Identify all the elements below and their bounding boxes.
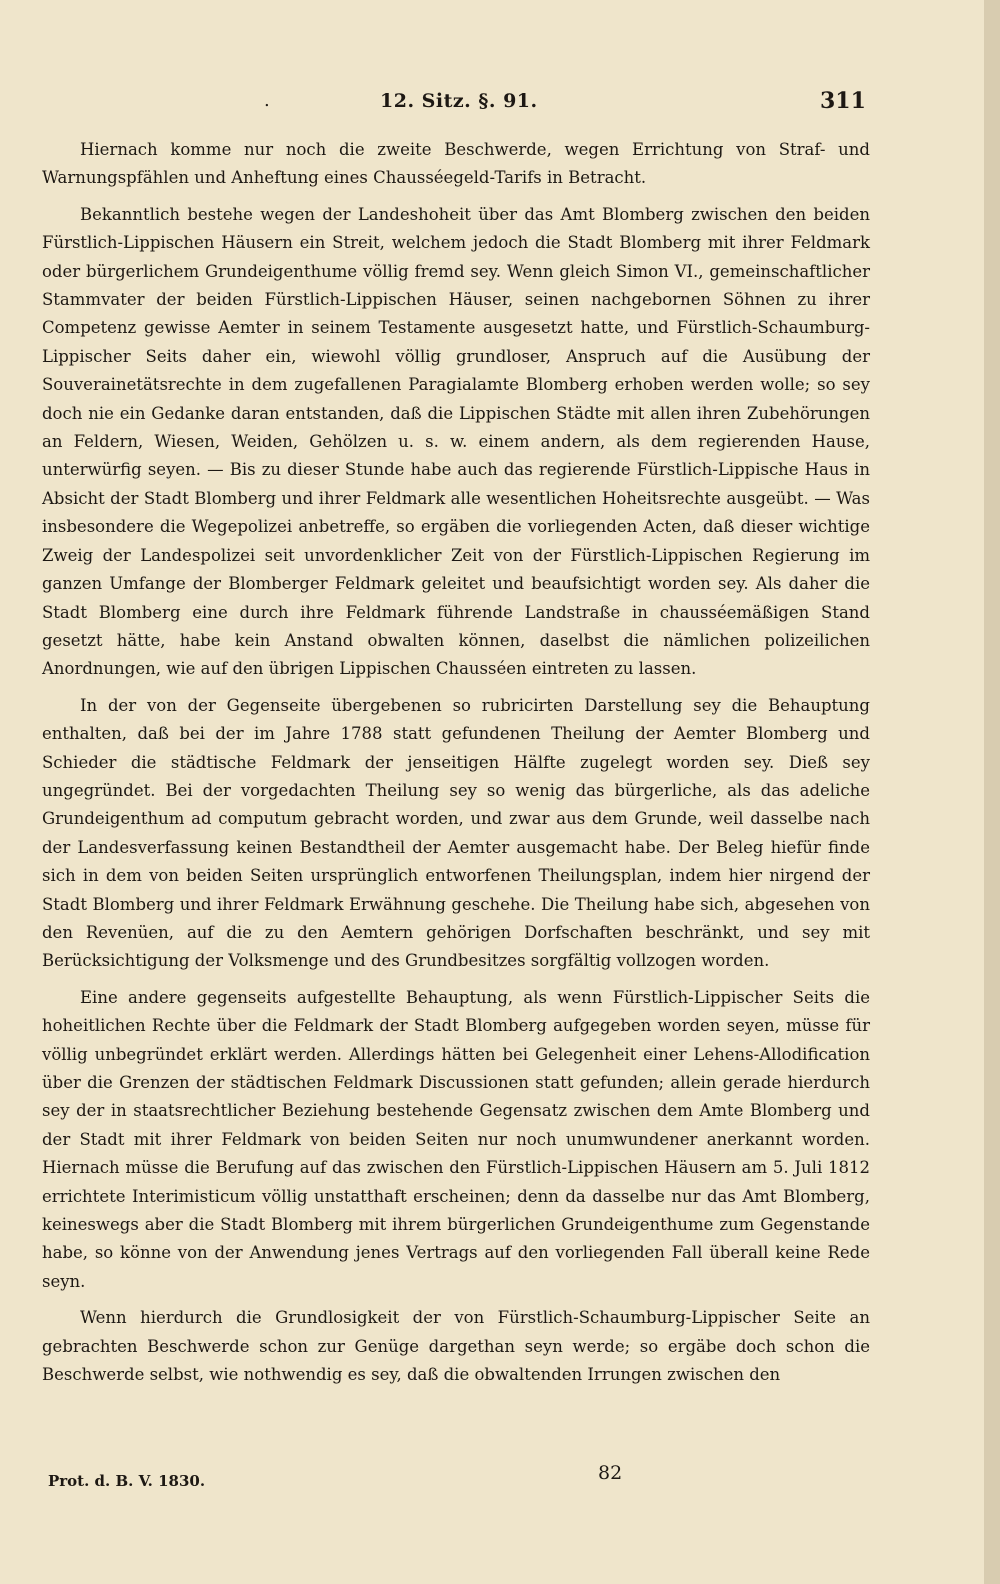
paragraph-3: In der von der Gegenseite übergebenen so rubricirten Darstellung sey die Behauptung enthalten, daß bei der im Jahre 1788 statt gefundenen Theilung der Aemter Blomberg und Schieder die städtische Feldmark der jenseitigen Hälfte zugelegt worden sey. Dieß sey ungegründet. Bei der vorgedachten Theilung sey so wenig das bürgerliche, als das adeliche Grundeigenthum ad computum gebracht worden, und zwar aus dem Grunde, weil dasselbe nach der Landesverfassung keinen Bestandtheil der Aemter ausgemacht habe. Der Beleg hiefür finde sich in dem von beiden Seiten ursprünglich entworfenen Theilungsplan, indem hier nirgend der Stadt Blomberg und ihrer Feldmark Erwähnung geschehe. Die Theilung habe sich, abgesehen von den Revenüen, auf die zu den Aemtern gehörigen Dorfschaften beschränkt, und sey mit Berücksichtigung der Volksmenge und des Grundbesitzes sorgfältig vollzogen worden. — [42, 695, 870, 971]
paragraph-1: Hiernach komme nur noch die zweite Beschwerde, wegen Errichtung von Straf- und Warnungspfählen und Anheftung eines Chausséegeld-Tarifs in Betracht. — [42, 140, 870, 188]
sheet-number: 82 — [598, 1462, 623, 1484]
body-text — [42, 136, 870, 1397]
page-footer — [0, 1462, 1000, 1492]
paragraph-5: Wenn hierdurch die Grundlosigkeit der von Fürstlich-Schaumburg-Lippischer Seite an gebrachten Beschwerde schon zur Genüge dargethan seyn werde; so ergäbe doch schon die Beschwerde selbst, wie nothwendig es sey, daß die obwaltenden Irrungen zwischen den — [42, 1308, 870, 1385]
footer-signature: Prot. d. B. V. 1830. — [48, 1472, 206, 1490]
paragraph-4: Eine andere gegenseits aufgestellte Behauptung, als wenn Fürstlich-Lippischer Seits die hoheitlichen Rechte über die Feldmark der Stadt Blomberg aufgegeben worden seyen, müsse für völlig unbegründet erklärt werden. Allerdings hätten bei Gelegenheit einer Lehens-Allodification über die Grenzen der städtischen Feldmark Discussionen statt gefunden; allein gerade hierdurch sey der in staatsrechtlicher Beziehung bestehende Gegensatz zwischen dem Amte Blomberg und der Stadt mit ihrer Feldmark von beiden Seiten nur noch unumwundener anerkannt worden. Hiernach müsse die Berufung auf das zwischen den Fürstlich-Lippischen Häusern am 5. Juli 1812 errichtete Interimisticum völlig unstatthaft erscheinen; denn da dasselbe nur das Amt Blomberg, keineswegs aber die Stadt Blomberg mit ihrem bürgerlichen Grundeigenthume zum Gegenstande habe, so könne von der Anwendung jenes Vertrags auf den vorliegenden Fall überall keine Rede seyn. — [42, 987, 870, 1291]
page-number: 311 — [820, 88, 866, 114]
header-mark: . — [264, 90, 270, 111]
paragraph-2: Bekanntlich bestehe wegen der Landeshoheit über das Amt Blomberg zwischen den beiden Fürstlich-Lippischen Häusern ein Streit, welchem jedoch die Stadt Blomberg mit ihrer Feldmark oder bürgerlichem Grundeigenthume völlig fremd sey. Wenn gleich Simon VI., gemeinschaftlicher Stammvater der beiden Fürstlich-Lippischen Häuser, seinen nachgebornen Söhnen zu ihrer Competenz gewisse Aemter in seinem Testamente ausgesetzt hatte, und Fürstlich-Schaumburg-Lippischer Seits daher ein, wiewohl völlig grundloser, Anspruch auf die Ausübung der Souverainetätsrechte in dem zugefallenen Paragialamte Blomberg erhoben werden wolle; so sey doch nie ein Gedanke daran entstanden, daß die Lippischen Städte mit allen ihren Zubehörungen an Feldern, Wiesen, Weiden, Gehölzen u. s. w. einem andern, als dem regierenden Hause, unterwürfig seyen. — Bis zu dieser Stunde habe auch das regierende Fürstlich-Lippische Haus in Absicht der Stadt Blomberg und ihrer Feldmark alle wesentlichen Hoheitsrechte ausgeübt. — Was insbesondere die Wegepolizei anbetreffe, so ergäben die vorliegenden Acten, daß dieser wichtige Zweig der Landespolizei seit unvordenklicher Zeit von der Fürstlich-Lippischen Regierung im ganzen Umfange der Blomberger Feldmark geleitet und beaufsichtigt worden sey. Als daher die Stadt Blomberg eine durch ihre Feldmark führende Landstraße in chausséemäßigen Stand gesetzt hätte, habe kein Anstand obwalten können, daselbst die nämlichen polizeilichen Anordnungen, wie auf den übrigen Lippischen Chausséen eintreten zu lassen. — [42, 204, 870, 679]
header-title: 12. Sitz. §. 91. — [380, 90, 538, 112]
running-header — [0, 90, 1000, 120]
